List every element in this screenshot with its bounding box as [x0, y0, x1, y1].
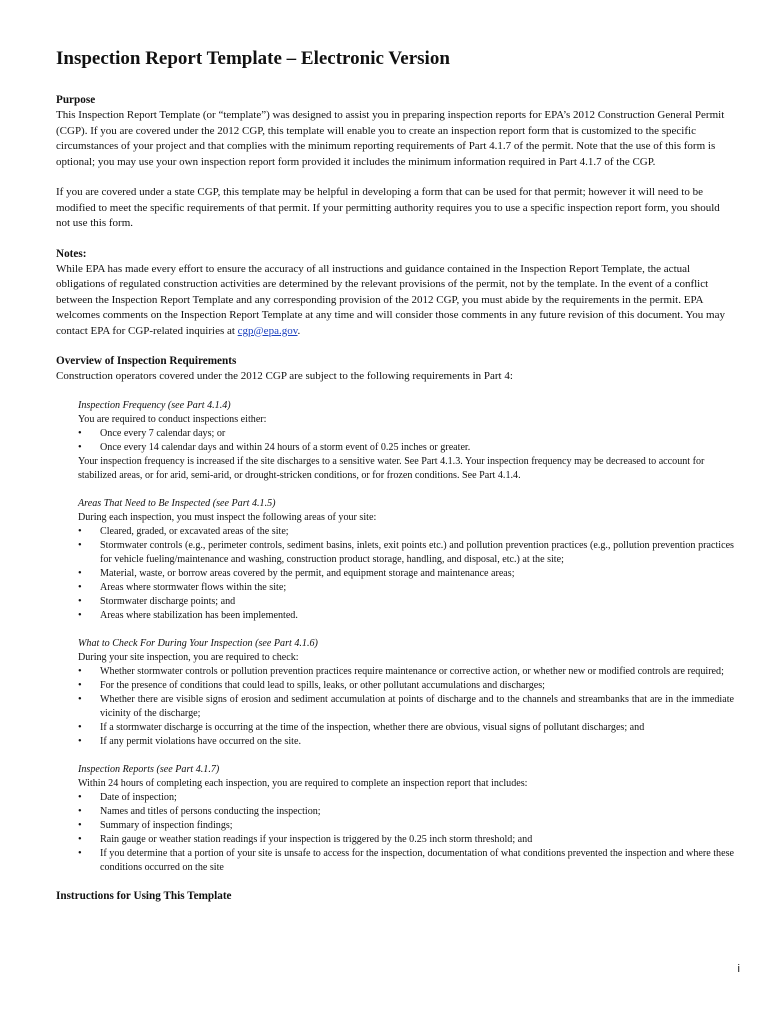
areas-list: [78, 525, 734, 623]
bullet-icon: •: [78, 847, 82, 859]
list-item: • Names and titles of persons conducting the inspection;: [78, 805, 321, 817]
bullet-icon: •: [78, 791, 82, 803]
reports-title: Inspection Reports (see Part 4.1.7): [78, 763, 220, 775]
bullet-icon: •: [78, 595, 82, 607]
list-item: • If a stormwater discharge is occurring at the time of the inspection, whether there are obvious, visual signs of pollutant discharges; and: [78, 721, 645, 733]
areas-title: Areas That Need to Be Inspected (see Part 4.1.5): [78, 497, 276, 509]
list-item: • If you determine that a portion of your site is unsafe to access for the inspection, documentation of what conditions prevented the inspection and where these conditions occurred on the site: [78, 847, 734, 873]
frequency-outro: Your inspection frequency is increased if the site discharges to a sensitive water. See Part 4.1.3. Your inspection frequency may be decreased to account for stabilized areas, or for arid, semi-arid, or drought-stricken conditions, or for frozen conditions. See Part 4.1.4.: [78, 455, 705, 481]
list-item: • Material, waste, or borrow areas covered by the permit, and equipment storage and maintenance areas;: [78, 567, 515, 579]
bullet-icon: •: [78, 721, 82, 733]
check-list: [78, 665, 734, 749]
bullet-icon: •: [78, 819, 82, 831]
list-item: • Cleared, graded, or excavated areas of the site;: [78, 525, 289, 537]
list-item: • Date of inspection;: [78, 791, 177, 803]
bullet-icon: •: [78, 525, 82, 537]
frequency-title: Inspection Frequency (see Part 4.1.4): [78, 399, 231, 411]
bullet-icon: •: [78, 441, 82, 453]
list-item: • Whether stormwater controls or pollution prevention practices require maintenance or corrective action, or whether new or modified controls are required;: [78, 665, 724, 677]
list-item: • Areas where stabilization has been implemented.: [78, 609, 298, 621]
bullet-icon: •: [78, 735, 82, 747]
document-page: [56, 46, 734, 904]
notes-end: .: [297, 324, 301, 337]
bullet-icon: •: [78, 539, 82, 551]
list-item: • Whether there are visible signs of erosion and sediment accumulation at points of discharge and to the channels and streambanks that are in the immediate vicinity of the discharge;: [78, 693, 734, 719]
check-intro: During your site inspection, you are required to check:: [78, 651, 299, 663]
instructions-heading: Instructions for Using This Template: [56, 889, 232, 902]
notes-text: While EPA has made every effort to ensure the accuracy of all instructions and guidance contained in the Inspection Report Template, the actual obligations of regulated construction activities are determined by the relevant provisions of the permit, not by the template. In the event of a conflict between the Inspection Report Template and any corresponding provision of the 2012 CGP, you must abide by the requirements in the permit. EPA welcomes comments on the Inspection Report Template at any time and will consider those comments in any future revision of this document. You may contact EPA for CGP-related inquiries at: [56, 262, 725, 337]
bullet-icon: •: [78, 805, 82, 817]
purpose-paragraph-1: This Inspection Report Template (or “template”) was designed to assist you in preparing inspection reports for EPA’s 2012 Construction General Permit (CGP). If you are covered under the 2012 CGP, this template will enable you to create an inspection report form that is customized to the specific circumstances of your project and that complies with the minimum reporting requirements of Part 4.1.7 of the permit. Note that the use of this form is optional; you may use your own inspection report form provided it includes the minimum information required in Part 4.1.7 of the CGP.: [56, 109, 725, 168]
reports-block: [78, 763, 734, 875]
frequency-intro: You are required to conduct inspections either:: [78, 413, 267, 425]
page-title: Inspection Report Template – Electronic Version: [56, 48, 450, 69]
check-block: [78, 637, 734, 749]
bullet-icon: •: [78, 833, 82, 845]
bullet-icon: •: [78, 581, 82, 593]
bullet-icon: •: [78, 567, 82, 579]
list-item: • Areas where stormwater flows within the site;: [78, 581, 287, 593]
requirements-section: [56, 399, 734, 875]
areas-block: [78, 497, 734, 623]
list-item: • Summary of inspection findings;: [78, 819, 233, 831]
list-item: • Rain gauge or weather station readings if your inspection is triggered by the 0.25 inch storm threshold; and: [78, 833, 533, 845]
list-item: • For the presence of conditions that could lead to spills, leaks, or other pollutant accumulations and discharges;: [78, 679, 545, 691]
list-item: • Stormwater discharge points; and: [78, 595, 236, 607]
overview-heading: Overview of Inspection Requirements: [56, 355, 237, 367]
reports-list: [78, 791, 734, 875]
list-item: • If any permit violations have occurred on the site.: [78, 735, 301, 747]
bullet-icon: •: [78, 665, 82, 677]
check-title: What to Check For During Your Inspection (see Part 4.1.6): [78, 637, 318, 649]
list-item: • Once every 14 calendar days and within 24 hours of a storm event of 0.25 inches or greater.: [78, 441, 471, 453]
purpose-paragraph-2: If you are covered under a state CGP, this template may be helpful in developing a form that can be used for that permit; however it will need to be modified to meet the specific requirements of that permit. If your permitting authority requires you to use a specific inspection report form, you should not use this form.: [56, 186, 720, 229]
list-item: • Once every 7 calendar days; or: [78, 427, 226, 439]
overview-intro: Construction operators covered under the 2012 CGP are subject to the following requirements in Part 4:: [56, 370, 513, 382]
frequency-block: [78, 399, 734, 483]
list-item: • Stormwater controls (e.g., perimeter controls, sediment basins, inlets, exit points etc.) and pollution prevention practices (e.g., pollution prevention practices for vehicle fueling/maintenance and washing, construction product storage, handling, and disposal, etc.) at the site;: [78, 539, 734, 565]
bullet-icon: •: [78, 679, 82, 691]
bullet-icon: •: [78, 693, 82, 705]
page-number: i: [737, 963, 740, 975]
bullet-icon: •: [78, 609, 82, 621]
frequency-list: [78, 427, 734, 455]
notes-heading: Notes:: [56, 247, 87, 260]
reports-intro: Within 24 hours of completing each inspection, you are required to complete an inspection report that includes:: [78, 777, 528, 789]
contact-email-link[interactable]: cgp@epa.gov: [237, 324, 298, 337]
notes-paragraph: [56, 262, 734, 340]
areas-intro: During each inspection, you must inspect the following areas of your site:: [78, 511, 377, 523]
bullet-icon: •: [78, 427, 82, 439]
purpose-heading: Purpose: [56, 94, 96, 106]
